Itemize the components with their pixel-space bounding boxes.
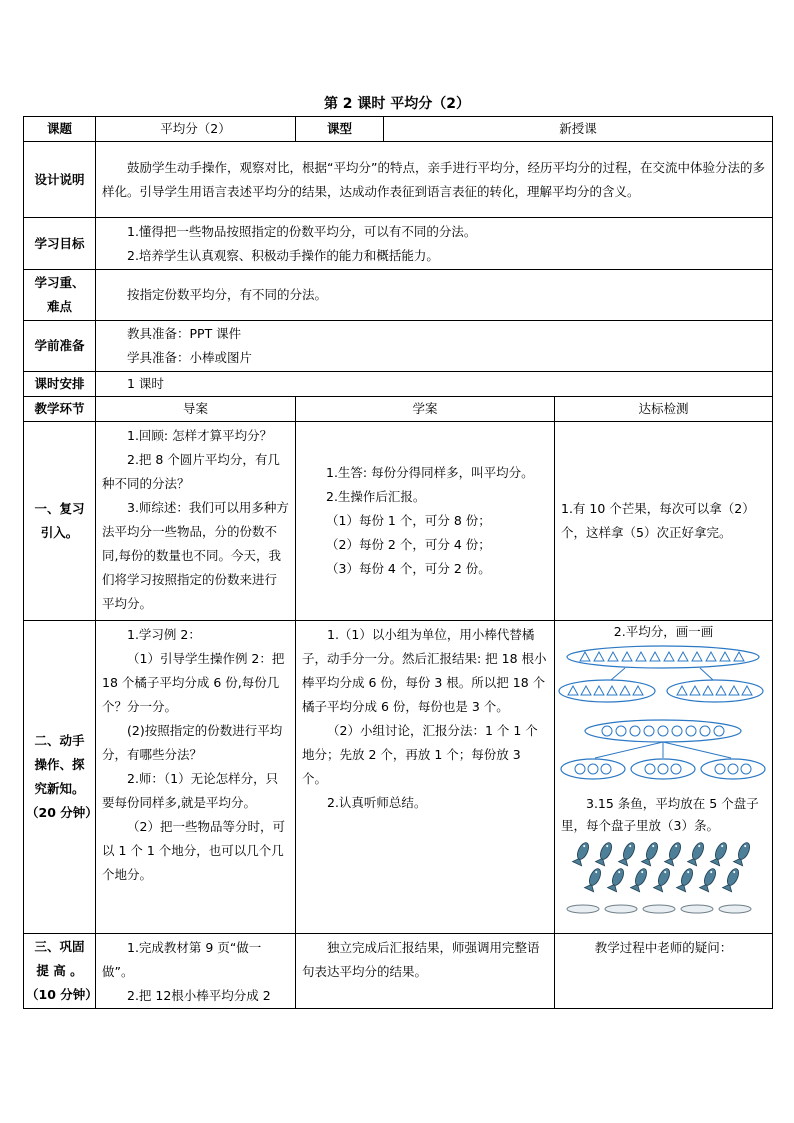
col-check: 达标检测: [555, 397, 773, 422]
section3-guide-item: 2.把 12根小棒平均分成 2: [127, 988, 271, 1003]
triangle-shape: [607, 686, 617, 695]
goal-item: 2.培养学生认真观察、积极动手操作的能力和概括能力。: [127, 247, 439, 263]
circle-shape: [700, 726, 710, 736]
focus-label-2: 难点: [46, 299, 72, 314]
fish-icon: [642, 841, 661, 866]
circle-group-ellipse: [585, 720, 741, 742]
fish-icon: [665, 841, 684, 866]
triangles-top: [580, 652, 744, 661]
fish-icon: [596, 841, 615, 866]
section2-guide-item: (2)按照指定的份数进行平均分，有哪些分法？: [102, 723, 283, 762]
plate-shape: [643, 905, 675, 913]
triangle-shape: [580, 652, 590, 661]
prep-item: 学具准备：小棒或图片: [127, 350, 253, 365]
arrow-line: [663, 742, 731, 758]
circles-top: [602, 726, 724, 736]
triangle-shape: [690, 686, 700, 695]
circle-shape: [601, 764, 611, 774]
plate-shape: [567, 905, 599, 913]
prep-item: 教具准备：PPT 课件: [127, 326, 242, 341]
circle-part-ellipse: [561, 759, 625, 779]
fish-icon: [688, 841, 707, 866]
fish-icon: [585, 867, 604, 892]
section1-study-item: （2）每份 2 个，可分 4 份；: [326, 537, 491, 552]
design-label: 设计说明: [24, 142, 96, 218]
section2-check-draw: 2.平均分，画一画: [613, 624, 714, 639]
triangle-shape: [678, 652, 688, 661]
schedule-value: 1 课时: [127, 376, 164, 391]
triangle-shape: [622, 652, 632, 661]
plate-shape: [719, 905, 751, 913]
section1-phase: 一、复习: [34, 501, 85, 516]
section1-guide-item: 2.把 8 个圆片平均分，有几种不同的分法？: [102, 452, 280, 491]
type-value: 新授课: [384, 117, 773, 142]
triangle-shape: [568, 686, 578, 695]
triangle-shape: [594, 686, 604, 695]
triangle-shape: [677, 686, 687, 695]
section3-guide-item: 1.完成教材第 9 页“做一做”。: [102, 940, 262, 979]
col-phase: 教学环节: [24, 397, 96, 422]
circle-shape: [672, 726, 682, 736]
triangle-shape: [594, 652, 604, 661]
section1-phase-2: 引入。: [40, 525, 79, 540]
section1-study-item: （3）每份 4 个，可分 2 份。: [326, 561, 491, 576]
circle-shape: [671, 764, 681, 774]
triangle-shape: [650, 652, 660, 661]
circle-shape: [741, 764, 751, 774]
arrow-line: [595, 742, 663, 758]
section2-study-item: （2）小组讨论，汇报分法：1 个 1 个地分；先放 2 个，再放 1 个；每份放 3 个。: [302, 723, 538, 786]
triangle-shape: [692, 652, 702, 661]
triangle-shape: [620, 686, 630, 695]
plate-shape: [681, 905, 713, 913]
section2-guide-item: 1.学习例 2：: [127, 627, 201, 642]
section1-guide-item: 1.回顾: 怎样才算平均分？: [127, 428, 273, 443]
circle-shape: [686, 726, 696, 736]
col-guide: 导案: [96, 397, 296, 422]
plate-shape: [605, 905, 637, 913]
section2-phase-4: （20 分钟）: [26, 805, 98, 820]
triangle-shape: [633, 686, 643, 695]
fish-group: [573, 841, 753, 892]
circle-shape: [616, 726, 626, 736]
section3-phase-3: （10 分钟）: [26, 987, 98, 1002]
section1-study-item: （1）每份 1 个，可分 8 份；: [326, 513, 491, 528]
arrow-line: [611, 668, 625, 680]
circle-shape: [714, 726, 724, 736]
triangle-shape: [716, 686, 726, 695]
circle-part-ellipse: [701, 759, 765, 779]
triangle-shape: [729, 686, 739, 695]
triangle-shape: [608, 652, 618, 661]
section2-phase: 二、动手: [34, 733, 85, 748]
fish-icon: [734, 841, 753, 866]
arrow-line: [700, 668, 713, 680]
circle-shape: [644, 726, 654, 736]
design-text: 鼓励学生动手操作，观察对比，根据“平均分”的特点，亲手进行平均分，经历平均分的过程，在交流中体验分法的多样化。引导学生用语言表述平均分的结果，达成动作表征到语言表征的转化，理解平均分的含义。: [102, 159, 765, 199]
circle-shape: [715, 764, 725, 774]
fish-icon: [677, 867, 696, 892]
section2-phase-3: 究新知。: [34, 781, 85, 796]
section3-study: 独立完成后汇报结果，师强调用完整语句表达平均分的结果。: [302, 940, 540, 979]
fish-icon: [654, 867, 673, 892]
goals-label: 学习目标: [24, 218, 96, 270]
prep-label: 学前准备: [24, 321, 96, 372]
triangle-shape: [636, 652, 646, 661]
section2-guide-item: （2）把一些物品等分时，可以 1 个 1 个地分，也可以几个几个地分。: [102, 819, 285, 882]
triangle-part-ellipse: [667, 680, 763, 702]
col-study: 学案: [296, 397, 555, 422]
circle-shape: [602, 726, 612, 736]
lesson-label: 课题: [24, 117, 96, 142]
fish-plates-figure: [555, 837, 771, 919]
triangle-shape: [734, 652, 744, 661]
triangle-shape: [581, 686, 591, 695]
circle-shape: [575, 764, 585, 774]
section1-guide-item: 3.师综述：我们可以用多种方法平均分一些物品，分的份数不同,每份的数量也不同。今天，我们将学习按照指定的份数来进行平均分。: [102, 500, 289, 611]
fish-icon: [608, 867, 627, 892]
triangle-shape: [742, 686, 752, 695]
section2-study-item: 1.（1）以小组为单位，用小棒代替橘子，动手分一分。然后汇报结果: 把 18 根小棒平均分成 6 份，每份 3 根。所以把 18 个橘子平均分成 6 份，每份也是 3 个。: [302, 627, 547, 714]
circle-part-ellipse: [631, 759, 695, 779]
fish-icon: [573, 841, 592, 866]
focus-text: 按指定份数平均分，有不同的分法。: [127, 287, 328, 302]
circle-shape: [645, 764, 655, 774]
division-diagram: [555, 643, 771, 793]
type-label: 课型: [296, 117, 384, 142]
section3-check: 教学过程中老师的疑问：: [594, 940, 733, 955]
goal-item: 1.懂得把一些物品按照指定的份数平均分，可以有不同的分法。: [127, 223, 477, 239]
section3-phase-2: 提 高 。: [36, 963, 83, 978]
circle-shape: [728, 764, 738, 774]
section2-guide-item: （1）引导学生操作例 2：把 18 个橘子平均分成 6 份,每份几个？分一分。: [102, 651, 285, 714]
triangle-shape: [706, 652, 716, 661]
section1-study-item: 2.生操作后汇报。: [326, 489, 426, 504]
section2-phase-2: 操作、探: [34, 757, 85, 772]
schedule-label: 课时安排: [24, 372, 96, 397]
section2-check-fish: 3.15 条鱼，平均放在 5 个盘子里，每个盘子里放（3）条。: [561, 796, 759, 833]
focus-label: 学习重、: [34, 275, 85, 290]
triangles-bottom: [568, 686, 752, 695]
circles-bottom: [575, 764, 751, 774]
lesson-plan-table: [23, 116, 773, 1009]
triangle-shape: [720, 652, 730, 661]
document-title: 第 2 课时 平均分（2）: [323, 96, 471, 112]
fish-icon: [711, 841, 730, 866]
plates: [567, 905, 751, 913]
fish-icon: [723, 867, 742, 892]
circle-shape: [630, 726, 640, 736]
section2-guide-item: 2.师：（1）无论怎样分，只要每份同样多,就是平均分。: [102, 771, 279, 810]
section3-phase: 三、巩固: [34, 939, 85, 954]
fish-icon: [619, 841, 638, 866]
circle-shape: [588, 764, 598, 774]
circle-shape: [658, 726, 668, 736]
section1-study-item: 1.生答: 每份分得同样多，叫平均分。: [326, 465, 534, 480]
fish-icon: [700, 867, 719, 892]
circle-shape: [658, 764, 668, 774]
section1-check: 1.有 10 个芒果，每次可以拿（2）个，这样拿（5）次正好拿完。: [561, 501, 755, 540]
lesson-value: 平均分（2）: [96, 117, 296, 142]
section2-study-item: 2.认真听师总结。: [327, 795, 427, 810]
triangle-shape: [703, 686, 713, 695]
triangle-shape: [664, 652, 674, 661]
fish-icon: [631, 867, 650, 892]
